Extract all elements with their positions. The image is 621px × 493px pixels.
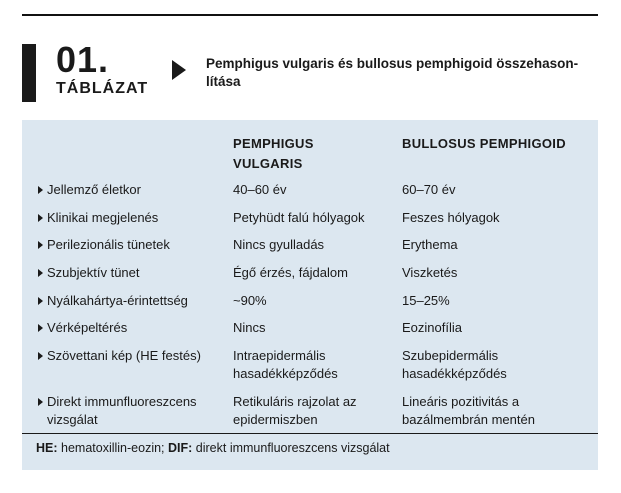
table-number: 01. <box>56 39 110 80</box>
table-row <box>22 347 598 381</box>
bp-cell: Eozinofília <box>402 320 462 335</box>
pv-cell: 40–60 év <box>233 182 287 197</box>
bp-cell: Viszketés <box>402 265 458 280</box>
bp-cell: Szubepidermális hasadékképződés <box>402 348 507 381</box>
bp-cell: Erythema <box>402 237 458 252</box>
footnote-dif-text: direkt immunfluoreszcens vizsgálat <box>192 441 390 455</box>
row-label: Perilezionális tünetek <box>47 237 170 252</box>
bullet-arrow-icon <box>38 241 43 249</box>
bullet-arrow-icon <box>38 352 43 360</box>
bp-cell: Feszes hólyagok <box>402 210 500 225</box>
table-row <box>22 319 598 335</box>
top-rule <box>22 14 598 16</box>
row-label: Direkt immunfluoreszcens vizsgálat <box>47 394 197 427</box>
row-label: Szövettani kép (HE festés) <box>47 348 201 363</box>
bullet-arrow-icon <box>38 324 43 332</box>
table-row <box>22 236 598 252</box>
pv-cell: Nincs <box>233 320 266 335</box>
bp-cell: Lineáris pozitivitás a bazálmembrán mentén <box>402 394 535 427</box>
pv-cell: Nincs gyulladás <box>233 237 325 252</box>
comparison-table <box>22 120 598 470</box>
caption-arrow-icon <box>172 60 186 80</box>
pv-cell: Petyhüdt falú hólyagok <box>233 210 365 225</box>
footnote-dif-abbr: DIF: <box>168 441 193 455</box>
footer-rule <box>22 433 598 434</box>
column-header-bullosus-pemphigoid: BULLOSUS PEMPHIGOID <box>402 136 566 151</box>
table-row <box>22 209 598 225</box>
pv-cell: Intraepidermális hasadékképződés <box>233 348 338 381</box>
row-label: Nyálkahártya-érintettség <box>47 293 188 308</box>
abbreviation-footnote <box>36 440 390 456</box>
bullet-arrow-icon <box>38 398 43 406</box>
accent-bar <box>22 44 36 102</box>
bullet-arrow-icon <box>38 214 43 222</box>
pv-cell: ~90% <box>233 293 267 308</box>
bp-cell: 15–25% <box>402 293 450 308</box>
bullet-arrow-icon <box>38 297 43 305</box>
bullet-arrow-icon <box>38 269 43 277</box>
table-row <box>22 292 598 308</box>
table-row <box>22 264 598 280</box>
table-row <box>22 181 598 197</box>
bp-cell: 60–70 év <box>402 182 456 197</box>
footnote-he-text: hematoxillin-eozin; <box>57 441 168 455</box>
row-label: Jellemző életkor <box>47 182 141 197</box>
bullet-arrow-icon <box>38 186 43 194</box>
footnote-he-abbr: HE: <box>36 441 58 455</box>
pv-cell: Retikuláris rajzolat az epidermiszben <box>233 394 357 427</box>
table-header <box>22 39 598 104</box>
pv-cell: Égő érzés, fájdalom <box>233 265 348 280</box>
row-label: Szubjektív tünet <box>47 265 140 280</box>
table-word: TÁBLÁZAT <box>56 80 149 97</box>
row-label: Vérképeltérés <box>47 320 128 335</box>
column-header-pemphigus-vulgaris: PEMPHIGUS VULGARIS <box>233 136 314 171</box>
table-caption: Pemphigus vulgaris és bullosus pemphigoid összehason-lítása <box>206 56 579 89</box>
row-label: Klinikai megjelenés <box>47 210 159 225</box>
table-row <box>22 393 598 427</box>
